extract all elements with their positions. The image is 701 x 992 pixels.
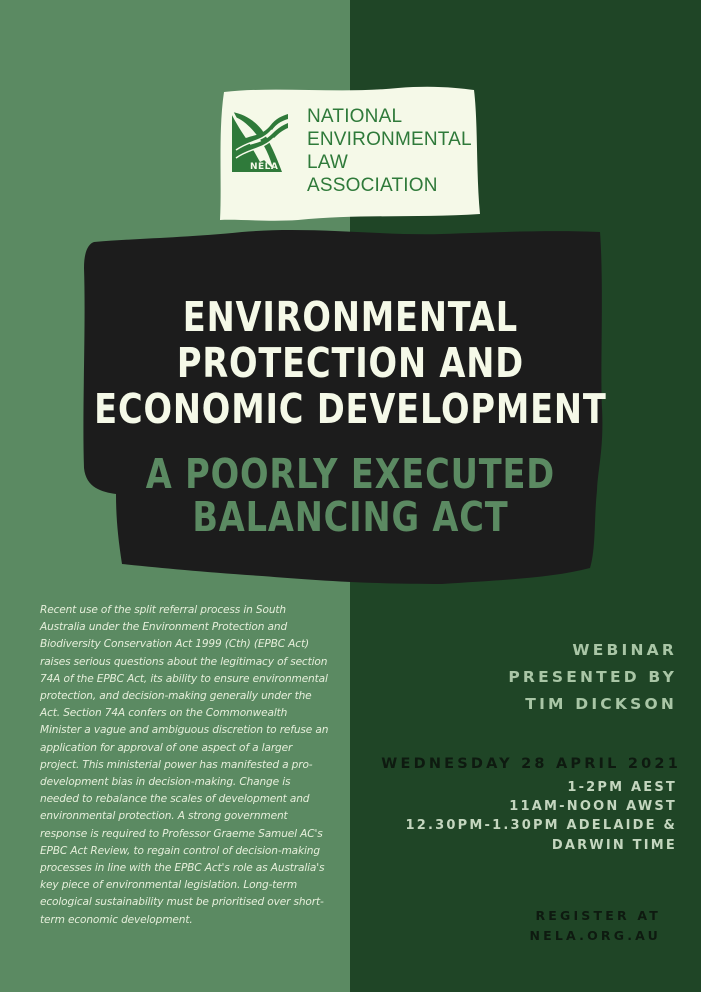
event-subtitle-line: BALANCING ACT <box>192 493 509 541</box>
event-title-line: ENVIRONMENTAL <box>182 293 519 341</box>
organization-name-line: ENVIRONMENTAL <box>307 129 472 150</box>
organization-name-line: LAW <box>307 152 349 173</box>
nela-emblem-icon <box>230 108 290 174</box>
event-time-line: 11AM-NOON AWST <box>509 799 677 815</box>
event-title-line: PROTECTION AND <box>176 339 524 387</box>
event-subtitle-line: A POORLY EXECUTED <box>145 450 556 498</box>
nela-logo-card <box>218 82 480 222</box>
event-description: Recent use of the split referral process in South Australia under the Environment Protection and Biodiversity Conservation Act 1999 (Cth) (EPBC Act) raises serious questions about the legitimacy of section 74A of the EPBC Act, its ability to ensure environmental protection, and decision-making generally under the Act. Section 74A confers on the Commonwealth Minister a vague and ambiguous discretion to refuse an application for approval of one aspect of a larger project. This ministerial power has manifested a pro-development bias in decision-making. Change is needed to rebalance the scales of development and environmental protection. A strong government response is required to Professor Graeme Samuel AC's EPBC Act Review, to regain control of decision-making processes in line with the EPBC Act's role as Australia's key piece of environmental legislation. Long-term ecological sustainability must be prioritised over short-term economic development. <box>40 604 329 926</box>
svg-text:NELA: NELA <box>250 162 279 172</box>
event-times <box>406 778 678 855</box>
event-title <box>63 294 638 432</box>
presenter-info <box>508 637 677 718</box>
event-title-line: ECONOMIC DEVELOPMENT <box>94 385 607 433</box>
presenter-line: WEBINAR <box>572 641 677 659</box>
organization-name-line: ASSOCIATION <box>307 175 438 196</box>
organization-name <box>307 105 472 197</box>
event-time-line: 1-2PM AEST <box>567 780 677 795</box>
organization-name-line: NATIONAL <box>307 106 403 127</box>
registration-info <box>529 906 661 945</box>
presenter-line: PRESENTED BY <box>508 668 677 686</box>
event-time-line: 12.30PM-1.30PM ADELAIDE & <box>405 818 677 834</box>
register-label: REGISTER AT <box>535 908 661 923</box>
event-date: WEDNESDAY 28 APRIL 2021 <box>381 756 681 772</box>
presenter-name: TIM DICKSON <box>525 695 677 713</box>
register-link[interactable]: NELA.ORG.AU <box>529 927 661 943</box>
event-subtitle <box>63 450 638 541</box>
event-time-line: DARWIN TIME <box>551 837 677 853</box>
